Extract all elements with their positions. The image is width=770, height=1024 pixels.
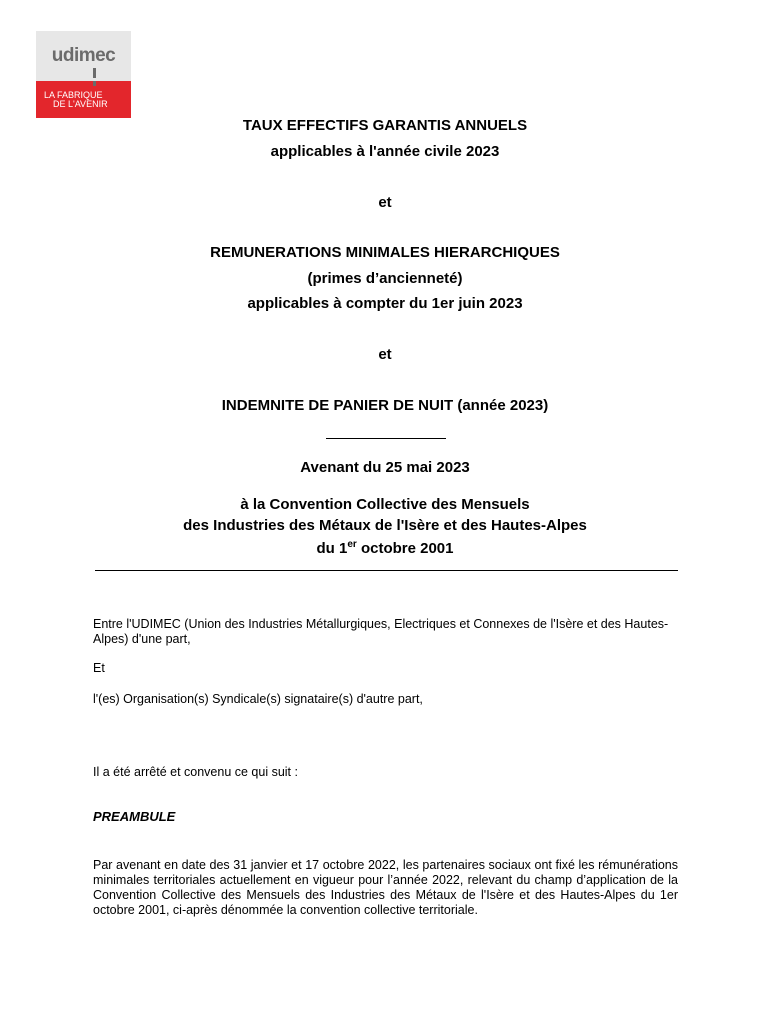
header-divider [95, 570, 678, 571]
logo-tagline-2: DE L'AVENIR [53, 99, 108, 109]
title-line-3: REMUNERATIONS MINIMALES HIERARCHIQUES [210, 244, 560, 261]
udimec-logo [36, 31, 131, 118]
title-line-5: applicables à compter du 1er juin 2023 [247, 295, 523, 312]
logo-stem-lower [93, 81, 96, 86]
logo-brand: udimec [51, 45, 116, 66]
avenant-date: Avenant du 25 mai 2023 [300, 459, 470, 476]
logo-stem [93, 68, 96, 78]
paragraph-parties: Entre l'UDIMEC (Union des Industries Métallurgiques, Electriques et Connexes de l'Isère et des Hautes-Alpes) d'une part, [93, 617, 669, 646]
convention-date-pre: du 1 [316, 540, 348, 557]
title-line-2: applicables à l'année civile 2023 [270, 143, 500, 160]
paragraph-et: Et [93, 661, 105, 675]
convention-date-post: octobre 2001 [356, 540, 454, 557]
convention-line-2: des Industries des Métaux de l'Isère et des Hautes-Alpes [183, 517, 587, 534]
convention-date [0, 539, 770, 557]
logo-top [36, 31, 131, 81]
conjunction-1: et [378, 194, 392, 211]
convention-date-sup: er [347, 539, 357, 550]
convention-line-1: à la Convention Collective des Mensuels [240, 496, 530, 513]
conjunction-2: et [378, 346, 392, 363]
title-line-1: TAUX EFFECTIFS GARANTIS ANNUELS [242, 117, 528, 134]
paragraph-preambule: Par avenant en date des 31 janvier et 17 octobre 2022, les partenaires sociaux ont fixé les rémunérations minimales territoriales actuellement en vigueur pour l’année 2022, relevant du champ d’application de la Convention Collective des Mensuels des Industries des Métaux de l'Isère et des Hautes-Alpes du 1er octobre 2001, ci-après dénommée la convention collective territoriale. [93, 858, 678, 917]
logo-tagline-1: LA FABRIQUE [44, 90, 103, 100]
short-divider [326, 438, 446, 439]
preambule-heading: PREAMBULE [93, 809, 176, 824]
paragraph-agreed: Il a été arrêté et convenu ce qui suit : [93, 765, 298, 779]
logo-bottom [36, 81, 131, 118]
paragraph-unions: l'(es) Organisation(s) Syndicale(s) signataire(s) d'autre part, [93, 692, 423, 706]
title-line-4: (primes d’ancienneté) [307, 270, 463, 287]
title-line-6: INDEMNITE DE PANIER DE NUIT (année 2023) [221, 397, 549, 414]
